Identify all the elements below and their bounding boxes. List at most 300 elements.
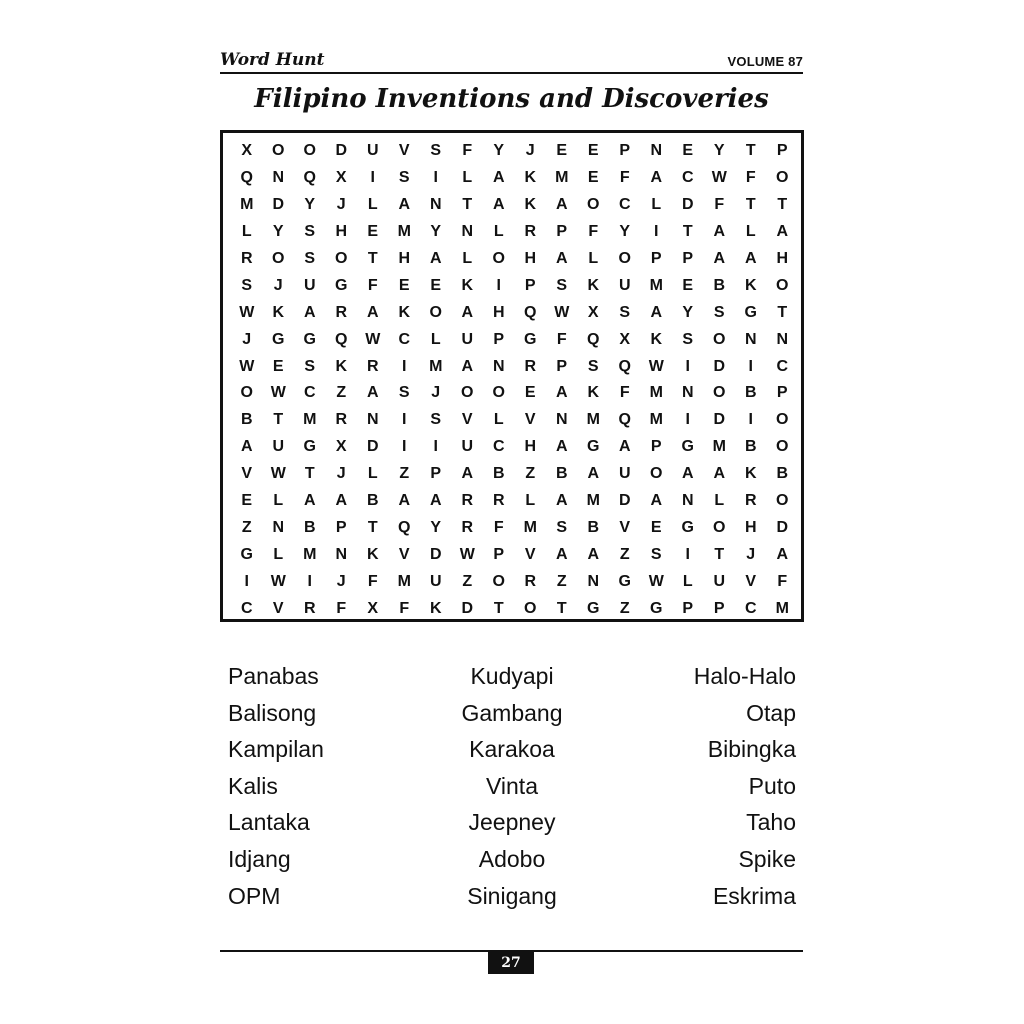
grid-letter: O <box>618 250 631 267</box>
grid-letter: E <box>272 357 284 375</box>
grid-letter: A <box>681 465 694 483</box>
grid-letter: A <box>366 303 379 321</box>
grid-letter: G <box>303 438 316 456</box>
grid-letter: W <box>239 357 255 375</box>
grid-letter: I <box>654 223 659 241</box>
grid-letter: I <box>402 411 407 429</box>
grid-letter: S <box>304 223 316 241</box>
grid-letter: O <box>524 599 537 617</box>
grid-letter: S <box>430 142 442 160</box>
grid-letter: G <box>303 330 316 348</box>
grid-letter: K <box>335 357 348 375</box>
grid-letter: I <box>370 169 375 187</box>
grid-letter: A <box>492 169 505 187</box>
grid-letter: L <box>682 572 693 590</box>
grid-letter: B <box>492 465 505 483</box>
grid-letter: G <box>587 599 600 617</box>
grid-letter: T <box>556 599 567 617</box>
grid-letter: S <box>304 250 316 267</box>
grid-letter: X <box>335 169 347 187</box>
grid-letter: K <box>429 599 442 617</box>
grid-letter: M <box>649 384 663 402</box>
grid-letter: A <box>398 492 411 510</box>
grid-letter: J <box>336 465 346 483</box>
grid-letter: W <box>459 545 475 563</box>
grid-letter: L <box>273 545 284 563</box>
grid-letter: U <box>461 330 474 348</box>
grid-letter: C <box>681 169 694 187</box>
grid-letter: S <box>650 545 662 563</box>
grid-letter: A <box>713 465 726 483</box>
grid-letter: S <box>587 357 599 375</box>
grid-letter: K <box>587 384 600 402</box>
grid-letter: B <box>240 411 253 429</box>
grid-letter: Y <box>713 142 725 160</box>
grid-letter: F <box>588 223 599 241</box>
grid-letter: S <box>398 384 410 402</box>
grid-letter: T <box>714 545 725 563</box>
grid-letter: A <box>650 169 663 187</box>
grid-letter: D <box>461 599 474 617</box>
grid-letter: A <box>555 438 568 456</box>
grid-letter: M <box>397 572 411 590</box>
grid-letter: Z <box>462 572 473 590</box>
grid-letter: D <box>335 142 348 160</box>
grid-letter: K <box>366 545 379 563</box>
word-list-item: Eskrima <box>712 882 796 909</box>
grid-letter: S <box>241 276 253 294</box>
grid-letter: M <box>523 518 537 536</box>
grid-letter: H <box>492 303 505 321</box>
grid-letter: E <box>556 142 568 160</box>
grid-letter: K <box>744 465 757 483</box>
grid-letter: P <box>650 438 662 456</box>
grid-letter: Z <box>241 518 252 536</box>
grid-letter: Y <box>619 223 631 241</box>
grid-letter: Q <box>240 169 253 187</box>
grid-letter: Z <box>619 599 630 617</box>
grid-letter: G <box>681 438 694 456</box>
word-list-item: Karakoa <box>469 736 555 763</box>
grid-letter: S <box>398 169 410 187</box>
grid-letter: O <box>776 411 789 429</box>
page-header <box>220 48 803 74</box>
grid-letter: O <box>492 250 505 267</box>
grid-letter: P <box>713 599 725 617</box>
word-list-item: Panabas <box>228 663 319 689</box>
grid-letter: A <box>240 438 253 456</box>
grid-letter: L <box>588 250 599 267</box>
grid-letter: O <box>492 384 505 402</box>
grid-letter: R <box>335 411 348 429</box>
grid-letter: L <box>367 465 378 483</box>
grid-letter: R <box>461 518 474 536</box>
grid-letter: P <box>493 330 505 348</box>
grid-letter: M <box>303 545 317 563</box>
grid-letter: A <box>713 250 726 267</box>
grid-letter: O <box>240 384 253 402</box>
grid-letter: J <box>242 330 252 348</box>
grid-letter: O <box>335 250 348 267</box>
grid-letter: A <box>650 492 663 510</box>
grid-letter: J <box>525 142 535 160</box>
grid-letter: C <box>240 599 253 617</box>
grid-letter: B <box>366 492 379 510</box>
grid-letter: Y <box>430 518 442 536</box>
grid-letter: C <box>303 384 316 402</box>
word-list <box>228 658 796 918</box>
grid-letter: W <box>554 303 570 321</box>
grid-letter: P <box>682 250 694 267</box>
grid-letter: D <box>618 492 631 510</box>
grid-letter: T <box>745 142 756 160</box>
grid-letter: F <box>336 599 347 617</box>
grid-letter: F <box>367 276 378 294</box>
word-list-item: Kalis <box>228 772 278 799</box>
grid-letter: A <box>555 545 568 563</box>
grid-letter: C <box>618 196 631 214</box>
grid-letter: M <box>240 196 254 214</box>
grid-letter: V <box>619 518 631 536</box>
grid-letter: B <box>744 438 757 456</box>
grid-letter: S <box>682 330 694 348</box>
grid-letter: J <box>336 196 346 214</box>
grid-letter: D <box>776 518 789 536</box>
grid-letter: O <box>272 250 285 267</box>
grid-letter: T <box>304 465 315 483</box>
grid-letter: F <box>367 572 378 590</box>
grid-letter: R <box>524 357 537 375</box>
grid-letter: O <box>272 142 285 160</box>
grid-letter: N <box>366 411 379 429</box>
grid-letter: A <box>618 438 631 456</box>
grid-letter: D <box>681 196 694 214</box>
grid-letter: S <box>619 303 631 321</box>
grid-letter: J <box>746 545 756 563</box>
grid-letter: K <box>650 330 663 348</box>
grid-letter: F <box>619 169 630 187</box>
grid-letter: V <box>398 545 410 563</box>
grid-letter: Q <box>398 518 411 536</box>
word-list-item: OPM <box>228 882 281 909</box>
grid-letter: M <box>586 411 600 429</box>
grid-letter: L <box>241 223 252 241</box>
grid-letter: Q <box>303 169 316 187</box>
grid-letter: H <box>776 250 789 267</box>
grid-letter: A <box>713 223 726 241</box>
grid-letter: Z <box>399 465 410 483</box>
grid-letter: R <box>366 357 379 375</box>
grid-letter: F <box>619 384 630 402</box>
word-list-item: Jeepney <box>468 809 556 836</box>
grid-letter: V <box>745 572 757 590</box>
grid-letter: X <box>367 599 379 617</box>
grid-letter: W <box>648 572 664 590</box>
grid-letter: T <box>367 250 378 267</box>
grid-letter: O <box>776 276 789 294</box>
grid-letter: T <box>493 599 504 617</box>
grid-letter: Q <box>524 303 537 321</box>
grid-letter: V <box>241 465 253 483</box>
grid-letter: W <box>239 303 255 321</box>
grid-letter: R <box>744 492 757 510</box>
grid-letter: G <box>744 303 757 321</box>
grid-letter: A <box>587 465 600 483</box>
grid-letter: G <box>587 438 600 456</box>
grid-letter: O <box>492 572 505 590</box>
word-list-item: Otap <box>746 699 796 726</box>
grid-letter: M <box>649 411 663 429</box>
grid-letter: A <box>555 384 568 402</box>
grid-letter: L <box>493 411 504 429</box>
grid-letter: E <box>682 142 694 160</box>
grid-letter: J <box>431 384 441 402</box>
grid-letter: G <box>524 330 537 348</box>
grid-letter: M <box>429 357 443 375</box>
grid-letter: S <box>304 357 316 375</box>
grid-letter: A <box>555 250 568 267</box>
grid-letter: U <box>618 465 631 483</box>
grid-letter: P <box>776 142 788 160</box>
grid-letter: M <box>586 492 600 510</box>
grid-letter: P <box>619 142 631 160</box>
grid-letter: T <box>682 223 693 241</box>
grid-letter: D <box>713 411 726 429</box>
grid-letter: U <box>303 276 316 294</box>
word-list-item: Halo-Halo <box>693 663 796 689</box>
grid-letter: E <box>587 169 599 187</box>
grid-letter: A <box>461 465 474 483</box>
grid-letter: Y <box>682 303 694 321</box>
grid-letter: A <box>587 545 600 563</box>
grid-letter: H <box>524 250 537 267</box>
grid-letter: P <box>776 384 788 402</box>
grid-letter: O <box>776 169 789 187</box>
word-list-item: Spike <box>738 845 796 872</box>
grid-letter: Y <box>430 223 442 241</box>
grid-letter: B <box>303 518 316 536</box>
grid-letter: C <box>398 330 411 348</box>
grid-letter: R <box>524 223 537 241</box>
grid-letter: L <box>430 330 441 348</box>
grid-letter: Z <box>619 545 630 563</box>
word-list-item: Bibingka <box>707 736 796 763</box>
grid-letter: F <box>714 196 725 214</box>
grid-letter: Q <box>618 357 631 375</box>
grid-letter: N <box>461 223 474 241</box>
grid-letter: M <box>397 223 411 241</box>
grid-letter: S <box>556 518 568 536</box>
grid-letter: W <box>270 465 286 483</box>
word-list-column-middle <box>422 658 602 914</box>
grid-letter: T <box>745 196 756 214</box>
grid-letter: E <box>524 384 536 402</box>
grid-letter: A <box>461 303 474 321</box>
grid-letter: A <box>776 223 789 241</box>
grid-letter: U <box>272 438 285 456</box>
grid-letter: Q <box>618 411 631 429</box>
word-list-item: Gambang <box>461 699 563 726</box>
grid-letter: J <box>273 276 283 294</box>
grid-letter: Z <box>336 384 347 402</box>
grid-letter: L <box>273 492 284 510</box>
grid-letter: D <box>713 357 726 375</box>
grid-letter: F <box>399 599 410 617</box>
grid-letter: V <box>461 411 473 429</box>
grid-letter: E <box>587 142 599 160</box>
grid-letter: B <box>744 384 757 402</box>
grid-letter: P <box>524 276 536 294</box>
grid-letter: W <box>648 357 664 375</box>
grid-letter: Q <box>587 330 600 348</box>
grid-letter: N <box>650 142 663 160</box>
grid-letter: U <box>618 276 631 294</box>
volume-label: VOLUME 87 <box>727 54 803 69</box>
grid-letter: U <box>366 142 379 160</box>
grid-letter: I <box>685 411 690 429</box>
word-list-item: Puto <box>748 772 796 799</box>
grid-letter: G <box>335 276 348 294</box>
grid-letter: F <box>556 330 567 348</box>
grid-letter: A <box>744 250 757 267</box>
grid-letter: G <box>240 545 253 563</box>
word-list-item: Adobo <box>478 845 546 872</box>
grid-letter: H <box>335 223 348 241</box>
grid-letter: B <box>555 465 568 483</box>
grid-letter: A <box>650 303 663 321</box>
grid-letter: O <box>650 465 663 483</box>
grid-letter: X <box>619 330 631 348</box>
grid-letter: O <box>429 303 442 321</box>
grid-letter: C <box>744 599 757 617</box>
grid-letter: A <box>776 545 789 563</box>
grid-letter: E <box>430 276 442 294</box>
grid-letter: O <box>587 196 600 214</box>
grid-letter: F <box>493 518 504 536</box>
grid-letter: A <box>429 250 442 267</box>
grid-letter: E <box>241 492 253 510</box>
grid-letter: I <box>685 357 690 375</box>
grid-letter: A <box>492 196 505 214</box>
grid-letter: B <box>713 276 726 294</box>
grid-letter: N <box>492 357 505 375</box>
word-list-item: Lantaka <box>228 809 310 836</box>
grid-letter: R <box>492 492 505 510</box>
grid-letter: G <box>272 330 285 348</box>
grid-letter: S <box>430 411 442 429</box>
grid-letter: V <box>524 545 536 563</box>
grid-letter: T <box>777 303 788 321</box>
grid-letter: Y <box>493 142 505 160</box>
grid-letter: B <box>587 518 600 536</box>
grid-letter: A <box>398 196 411 214</box>
grid-letter: K <box>744 276 757 294</box>
grid-letter: I <box>307 572 312 590</box>
grid-letter: M <box>712 438 726 456</box>
word-list-item: Sinigang <box>467 882 557 909</box>
grid-letter: X <box>241 142 253 160</box>
grid-letter: G <box>650 599 663 617</box>
grid-letter: N <box>335 545 348 563</box>
grid-letter: L <box>462 169 473 187</box>
grid-letter: I <box>496 276 501 294</box>
grid-letter: K <box>587 276 600 294</box>
grid-letter: C <box>776 357 789 375</box>
grid-letter: A <box>366 384 379 402</box>
grid-letter: A <box>555 196 568 214</box>
grid-letter: P <box>556 223 568 241</box>
grid-letter: R <box>240 250 253 267</box>
grid-letter: S <box>556 276 568 294</box>
grid-letter: M <box>775 599 789 617</box>
grid-letter: O <box>303 142 316 160</box>
grid-letter: V <box>398 142 410 160</box>
grid-letter: H <box>398 250 411 267</box>
grid-letter: I <box>433 438 438 456</box>
grid-letter: Z <box>525 465 536 483</box>
grid-letter: A <box>303 303 316 321</box>
grid-letter: I <box>402 438 407 456</box>
grid-letter: U <box>429 572 442 590</box>
grid-letter: U <box>461 438 474 456</box>
grid-letter: M <box>303 411 317 429</box>
grid-letter: L <box>651 196 662 214</box>
grid-letter: E <box>398 276 410 294</box>
grid-letter: L <box>714 492 725 510</box>
grid-letter: T <box>462 196 473 214</box>
grid-letter: L <box>367 196 378 214</box>
grid-letter: N <box>555 411 568 429</box>
grid-letter: O <box>776 438 789 456</box>
grid-letter: H <box>524 438 537 456</box>
grid-letter: R <box>461 492 474 510</box>
grid-letter: E <box>367 223 379 241</box>
grid-letter: X <box>587 303 599 321</box>
grid-letter: V <box>272 599 284 617</box>
word-list-column-left <box>228 658 408 914</box>
grid-letter: V <box>524 411 536 429</box>
word-list-item: Idjang <box>228 845 291 872</box>
grid-letter: D <box>366 438 379 456</box>
grid-letter: Y <box>304 196 316 214</box>
grid-letter: B <box>776 465 789 483</box>
grid-letter: M <box>649 276 663 294</box>
grid-letter: A <box>461 357 474 375</box>
grid-letter: N <box>776 330 789 348</box>
grid-letter: A <box>335 492 348 510</box>
grid-letter: W <box>270 572 286 590</box>
grid-letter: Z <box>556 572 567 590</box>
grid-letter: K <box>272 303 285 321</box>
grid-letter: P <box>682 599 694 617</box>
grid-letter: G <box>681 518 694 536</box>
grid-letter: O <box>461 384 474 402</box>
grid-letter: R <box>524 572 537 590</box>
grid-letter: F <box>777 572 788 590</box>
grid-letter: L <box>745 223 756 241</box>
grid-letter: I <box>748 357 753 375</box>
grid-letter: N <box>429 196 442 214</box>
grid-letter: W <box>711 169 727 187</box>
word-search-grid <box>231 138 798 622</box>
grid-letter: E <box>650 518 662 536</box>
grid-letter: R <box>303 599 316 617</box>
grid-letter: K <box>524 196 537 214</box>
grid-letter: I <box>244 572 249 590</box>
grid-letter: O <box>776 492 789 510</box>
grid-letter: P <box>556 357 568 375</box>
puzzle-title: Filipino Inventions and Discoveries <box>254 84 769 114</box>
